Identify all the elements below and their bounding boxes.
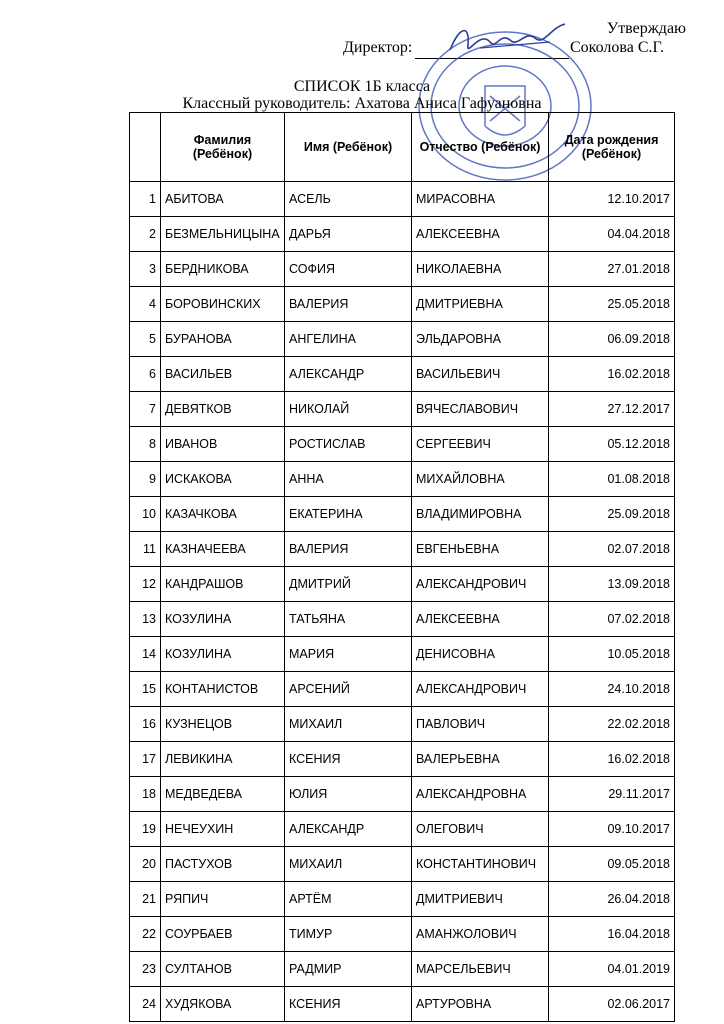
birth-date-cell: 04.04.2018 (549, 217, 675, 252)
patronymic-cell: ВАСИЛЬЕВИЧ (412, 357, 549, 392)
birth-date-cell: 04.01.2019 (549, 952, 675, 987)
birth-date-cell: 07.02.2018 (549, 602, 675, 637)
table-row (130, 637, 675, 672)
first-name-cell: АНГЕЛИНА (285, 322, 412, 357)
first-name-cell: РОСТИСЛАВ (285, 427, 412, 462)
first-name-cell: НИКОЛАЙ (285, 392, 412, 427)
patronymic-cell: АЛЕКСАНДРОВИЧ (412, 567, 549, 602)
row-number: 22 (130, 917, 161, 952)
first-name-cell: АРТЁМ (285, 882, 412, 917)
birth-date-cell: 29.11.2017 (549, 777, 675, 812)
last-name-cell: ХУДЯКОВА (161, 987, 285, 1022)
patronymic-cell: АЛЕКСЕЕВНА (412, 217, 549, 252)
table-row (130, 742, 675, 777)
table-row (130, 322, 675, 357)
row-number: 1 (130, 182, 161, 217)
row-number: 19 (130, 812, 161, 847)
header-patronymic: Отчество (Ребёнок) (412, 113, 549, 182)
birth-date-cell: 27.01.2018 (549, 252, 675, 287)
header-birth-date: Дата рождения (Ребёнок) (549, 113, 675, 182)
row-number: 10 (130, 497, 161, 532)
first-name-cell: МАРИЯ (285, 637, 412, 672)
patronymic-cell: ДМИТРИЕВИЧ (412, 882, 549, 917)
last-name-cell: МЕДВЕДЕВА (161, 777, 285, 812)
row-number: 11 (130, 532, 161, 567)
table-row (130, 217, 675, 252)
header-num (130, 113, 161, 182)
first-name-cell: ДАРЬЯ (285, 217, 412, 252)
signature-icon (440, 20, 570, 65)
birth-date-cell: 22.02.2018 (549, 707, 675, 742)
birth-date-cell: 02.07.2018 (549, 532, 675, 567)
list-title: СПИСОК 1Б класса (293, 78, 431, 95)
row-number: 24 (130, 987, 161, 1022)
table-row (130, 497, 675, 532)
last-name-cell: ВАСИЛЬЕВ (161, 357, 285, 392)
birth-date-cell: 01.08.2018 (549, 462, 675, 497)
first-name-cell: ДМИТРИЙ (285, 567, 412, 602)
patronymic-cell: ЕВГЕНЬЕВНА (412, 532, 549, 567)
row-number: 23 (130, 952, 161, 987)
birth-date-cell: 16.04.2018 (549, 917, 675, 952)
table-row (130, 987, 675, 1022)
table-row (130, 812, 675, 847)
table-row (130, 427, 675, 462)
birth-date-cell: 26.04.2018 (549, 882, 675, 917)
table-row (130, 287, 675, 322)
row-number: 4 (130, 287, 161, 322)
table-row (130, 847, 675, 882)
table-row (130, 392, 675, 427)
director-name: Соколова С.Г. (570, 39, 664, 56)
row-number: 3 (130, 252, 161, 287)
patronymic-cell: МАРСЕЛЬЕВИЧ (412, 952, 549, 987)
patronymic-cell: ДЕНИСОВНА (412, 637, 549, 672)
row-number: 12 (130, 567, 161, 602)
patronymic-cell: АЛЕКСЕЕВНА (412, 602, 549, 637)
director-label: Директор: (343, 39, 413, 56)
table-row (130, 707, 675, 742)
table-row (130, 462, 675, 497)
row-number: 14 (130, 637, 161, 672)
last-name-cell: КОЗУЛИНА (161, 637, 285, 672)
table-row (130, 252, 675, 287)
table-row (130, 532, 675, 567)
last-name-cell: КАНДРАШОВ (161, 567, 285, 602)
last-name-cell: СУЛТАНОВ (161, 952, 285, 987)
birth-date-cell: 16.02.2018 (549, 357, 675, 392)
table-row (130, 917, 675, 952)
table-row (130, 567, 675, 602)
patronymic-cell: АЛЕКСАНДРОВНА (412, 777, 549, 812)
first-name-cell: МИХАИЛ (285, 847, 412, 882)
row-number: 15 (130, 672, 161, 707)
last-name-cell: БЕРДНИКОВА (161, 252, 285, 287)
patronymic-cell: МИХАЙЛОВНА (412, 462, 549, 497)
first-name-cell: ТАТЬЯНА (285, 602, 412, 637)
row-number: 7 (130, 392, 161, 427)
last-name-cell: ЛЕВИКИНА (161, 742, 285, 777)
first-name-cell: МИХАИЛ (285, 707, 412, 742)
row-number: 13 (130, 602, 161, 637)
patronymic-cell: СЕРГЕЕВИЧ (412, 427, 549, 462)
first-name-cell: КСЕНИЯ (285, 987, 412, 1022)
birth-date-cell: 05.12.2018 (549, 427, 675, 462)
last-name-cell: ИВАНОВ (161, 427, 285, 462)
last-name-cell: БУРАНОВА (161, 322, 285, 357)
patronymic-cell: ОЛЕГОВИЧ (412, 812, 549, 847)
birth-date-cell: 06.09.2018 (549, 322, 675, 357)
row-number: 18 (130, 777, 161, 812)
last-name-cell: АБИТОВА (161, 182, 285, 217)
last-name-cell: КОЗУЛИНА (161, 602, 285, 637)
table-row (130, 882, 675, 917)
last-name-cell: РЯПИЧ (161, 882, 285, 917)
table-header-row (130, 113, 675, 182)
row-number: 21 (130, 882, 161, 917)
birth-date-cell: 02.06.2017 (549, 987, 675, 1022)
row-number: 16 (130, 707, 161, 742)
table-row (130, 777, 675, 812)
table-row (130, 672, 675, 707)
last-name-cell: КАЗАЧКОВА (161, 497, 285, 532)
table-body (130, 182, 675, 1022)
first-name-cell: АЛЕКСАНДР (285, 357, 412, 392)
first-name-cell: ЕКАТЕРИНА (285, 497, 412, 532)
birth-date-cell: 25.09.2018 (549, 497, 675, 532)
row-number: 5 (130, 322, 161, 357)
first-name-cell: СОФИЯ (285, 252, 412, 287)
row-number: 17 (130, 742, 161, 777)
last-name-cell: ПАСТУХОВ (161, 847, 285, 882)
student-table (129, 112, 675, 1022)
patronymic-cell: АЛЕКСАНДРОВИЧ (412, 672, 549, 707)
first-name-cell: ВАЛЕРИЯ (285, 532, 412, 567)
birth-date-cell: 25.05.2018 (549, 287, 675, 322)
patronymic-cell: АМАНЖОЛОВИЧ (412, 917, 549, 952)
last-name-cell: КОНТАНИСТОВ (161, 672, 285, 707)
last-name-cell: КУЗНЕЦОВ (161, 707, 285, 742)
last-name-cell: БЕЗМЕЛЬНИЦЫНА (161, 217, 285, 252)
patronymic-cell: ВЛАДИМИРОВНА (412, 497, 549, 532)
last-name-cell: КАЗНАЧЕЕВА (161, 532, 285, 567)
birth-date-cell: 16.02.2018 (549, 742, 675, 777)
table-row (130, 182, 675, 217)
first-name-cell: ТИМУР (285, 917, 412, 952)
birth-date-cell: 24.10.2018 (549, 672, 675, 707)
table-row (130, 602, 675, 637)
first-name-cell: ЮЛИЯ (285, 777, 412, 812)
first-name-cell: РАДМИР (285, 952, 412, 987)
patronymic-cell: ВАЛЕРЬЕВНА (412, 742, 549, 777)
table-row (130, 952, 675, 987)
row-number: 6 (130, 357, 161, 392)
patronymic-cell: ВЯЧЕСЛАВОВИЧ (412, 392, 549, 427)
patronymic-cell: ПАВЛОВИЧ (412, 707, 549, 742)
last-name-cell: БОРОВИНСКИХ (161, 287, 285, 322)
birth-date-cell: 10.05.2018 (549, 637, 675, 672)
first-name-cell: АСЕЛЬ (285, 182, 412, 217)
birth-date-cell: 09.10.2017 (549, 812, 675, 847)
patronymic-cell: МИРАСОВНА (412, 182, 549, 217)
row-number: 9 (130, 462, 161, 497)
first-name-cell: АРСЕНИЙ (285, 672, 412, 707)
first-name-cell: АННА (285, 462, 412, 497)
header-first-name: Имя (Ребёнок) (285, 113, 412, 182)
approve-label: Утверждаю (606, 20, 686, 37)
birth-date-cell: 09.05.2018 (549, 847, 675, 882)
row-number: 8 (130, 427, 161, 462)
class-teacher: Классный руководитель: Ахатова Аниса Гафуановна (182, 95, 542, 112)
first-name-cell: АЛЕКСАНДР (285, 812, 412, 847)
patronymic-cell: АРТУРОВНА (412, 987, 549, 1022)
first-name-cell: КСЕНИЯ (285, 742, 412, 777)
patronymic-cell: ЭЛЬДАРОВНА (412, 322, 549, 357)
last-name-cell: ИСКАКОВА (161, 462, 285, 497)
last-name-cell: ДЕВЯТКОВ (161, 392, 285, 427)
patronymic-cell: КОНСТАНТИНОВИЧ (412, 847, 549, 882)
patronymic-cell: ДМИТРИЕВНА (412, 287, 549, 322)
patronymic-cell: НИКОЛАЕВНА (412, 252, 549, 287)
row-number: 20 (130, 847, 161, 882)
table-row (130, 357, 675, 392)
last-name-cell: СОУРБАЕВ (161, 917, 285, 952)
first-name-cell: ВАЛЕРИЯ (285, 287, 412, 322)
birth-date-cell: 27.12.2017 (549, 392, 675, 427)
header-last-name: Фамилия (Ребёнок) (161, 113, 285, 182)
row-number: 2 (130, 217, 161, 252)
birth-date-cell: 13.09.2018 (549, 567, 675, 602)
last-name-cell: НЕЧЕУХИН (161, 812, 285, 847)
birth-date-cell: 12.10.2017 (549, 182, 675, 217)
